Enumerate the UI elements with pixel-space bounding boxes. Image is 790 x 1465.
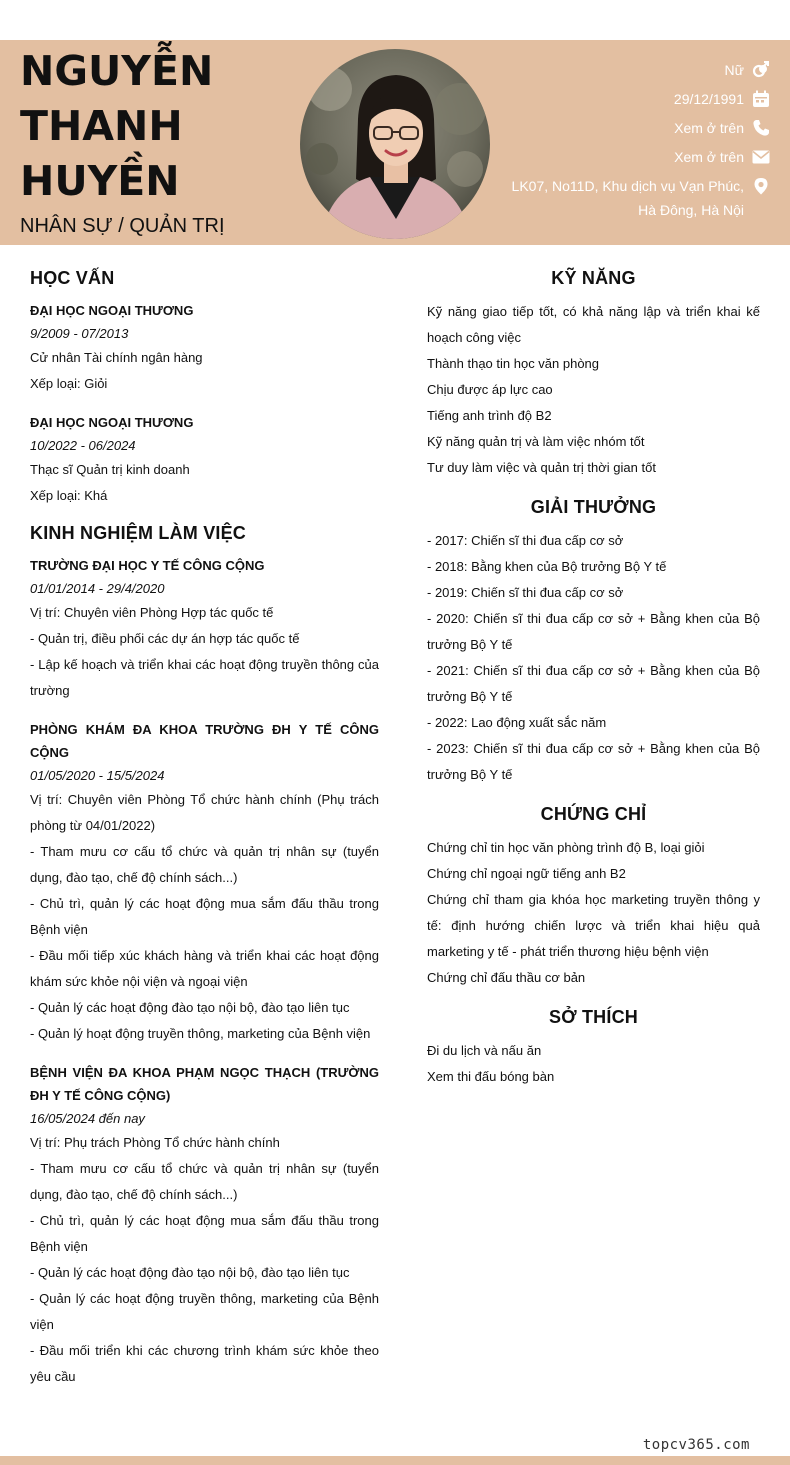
name-line-3: HUYỀN — [20, 157, 180, 205]
phone-icon — [752, 119, 770, 137]
experience-dates: 16/05/2024 đến nay — [30, 1111, 145, 1126]
email-value: Xem ở trên — [674, 149, 744, 165]
education-dates: 10/2022 - 06/2024 — [30, 438, 136, 453]
left-column — [30, 260, 379, 1404]
award-item: - 2018: Bằng khen của Bộ trưởng Bộ Y tế — [427, 559, 667, 574]
certificates-list — [427, 835, 760, 991]
address-line-1: LK07, No11D, Khu dịch vụ Vạn Phúc, — [511, 178, 744, 194]
experience-line: - Quản lý các hoạt động đào tạo nội bộ, đào tạo liên tục — [30, 1265, 350, 1280]
job-title: NHÂN SỰ / QUẢN TRỊ — [20, 215, 225, 237]
skills-title: KỸ NĂNG — [551, 268, 636, 288]
cv-header — [0, 40, 790, 245]
experience-entry — [30, 554, 379, 704]
hobbies-title: SỞ THÍCH — [549, 1007, 638, 1027]
company-name: PHÒNG KHÁM ĐA KHOA TRƯỜNG ĐH Y TẾ CÔNG CỘNG — [30, 722, 379, 760]
experience-title: KINH NGHIỆM LÀM VIỆC — [30, 523, 247, 543]
experience-entry — [30, 1061, 379, 1390]
gender-value: Nữ — [724, 62, 744, 78]
certificate-item: Chứng chỉ tin học văn phòng trình độ B, loại giỏi — [427, 840, 705, 855]
experience-line: - Đầu mối triển khi các chương trình khám sức khỏe theo yêu cầu — [30, 1343, 379, 1384]
awards-list — [427, 528, 760, 788]
education-title: HỌC VẤN — [30, 268, 115, 288]
company-name: TRƯỜNG ĐẠI HỌC Y TẾ CÔNG CỘNG — [30, 558, 265, 573]
experience-line: Vị trí: Chuyên viên Phòng Tổ chức hành chính (Phụ trách phòng từ 04/01/2022) — [30, 792, 379, 833]
experience-entry — [30, 718, 379, 1047]
watermark: topcv365.com — [642, 1437, 750, 1453]
contact-phone — [470, 116, 770, 140]
award-item: - 2017: Chiến sĩ thi đua cấp cơ sở — [427, 533, 624, 548]
experience-line: Vị trí: Chuyên viên Phòng Hợp tác quốc tế — [30, 605, 274, 620]
phone-value: Xem ở trên — [674, 120, 744, 136]
education-dates: 9/2009 - 07/2013 — [30, 326, 129, 341]
grade: Xếp loại: Khá — [30, 488, 108, 503]
experience-line: Vị trí: Phụ trách Phòng Tổ chức hành chính — [30, 1135, 280, 1150]
gender-icon — [752, 61, 770, 79]
experience-line: - Quản lý các hoạt động truyền thông, marketing của Bệnh viện — [30, 1291, 379, 1332]
experience-line: - Chủ trì, quản lý các hoạt động mua sắm đấu thầu trong Bệnh viện — [30, 1213, 379, 1254]
name-line-1: NGUYỄN — [20, 47, 214, 95]
experience-line: - Tham mưu cơ cấu tổ chức và quản trị nhân sự (tuyển dụng, đào tạo, chế độ chính sách...) — [30, 844, 379, 885]
awards-title: GIẢI THƯỞNG — [530, 497, 657, 517]
grade: Xếp loại: Giỏi — [30, 376, 108, 391]
award-item: - 2023: Chiến sĩ thi đua cấp cơ sở + Bằng khen của Bộ trưởng Bộ Y tế — [427, 741, 760, 782]
calendar-icon — [752, 90, 770, 108]
experience-line: - Tham mưu cơ cấu tổ chức và quản trị nhân sự (tuyển dụng, đào tạo, chế độ chính sách...) — [30, 1161, 379, 1202]
degree: Cử nhân Tài chính ngân hàng — [30, 350, 203, 365]
location-pin-icon — [752, 177, 770, 195]
avatar — [300, 49, 490, 239]
company-name: BỆNH VIỆN ĐA KHOA PHẠM NGỌC THẠCH (TRƯỜNG ĐH Y TẾ CÔNG CỘNG) — [30, 1065, 379, 1103]
address-line-2: Hà Đông, Hà Nội — [638, 202, 744, 218]
skill-item: Tiếng anh trình độ B2 — [427, 408, 552, 423]
skill-item: Tư duy làm việc và quản trị thời gian tốt — [427, 460, 656, 475]
certificates-title: CHỨNG CHỈ — [540, 804, 647, 824]
skill-item: Thành thạo tin học văn phòng — [427, 356, 600, 371]
hobby-item: Xem thi đấu bóng bàn — [427, 1069, 555, 1084]
certificate-item: Chứng chỉ ngoại ngữ tiếng anh B2 — [427, 866, 626, 881]
experience-line: - Đầu mối tiếp xúc khách hàng và triển khai các hoạt động khám sức khỏe nội viện và ngoại viện — [30, 948, 379, 989]
experience-line: - Quản trị, điều phối các dự án hợp tác quốc tế — [30, 631, 300, 646]
contact-address — [470, 174, 770, 222]
skills-list — [427, 299, 760, 481]
name-line-2: THANH — [20, 102, 183, 150]
contact-gender — [470, 58, 770, 82]
degree: Thạc sĩ Quản trị kinh doanh — [30, 462, 190, 477]
experience-line: - Chủ trì, quản lý các hoạt động mua sắm đấu thầu trong Bệnh viện — [30, 896, 379, 937]
contact-birthday — [470, 87, 770, 111]
certificate-item: Chứng chỉ đấu thầu cơ bản — [427, 970, 586, 985]
education-entry — [30, 299, 379, 397]
footer-bar — [0, 1456, 790, 1465]
experience-dates: 01/01/2014 - 29/4/2020 — [30, 581, 165, 596]
award-item: - 2020: Chiến sĩ thi đua cấp cơ sở + Bằng khen của Bộ trưởng Bộ Y tế — [427, 611, 760, 652]
address-value — [512, 174, 744, 222]
education-entry — [30, 411, 379, 509]
skill-item: Chịu được áp lực cao — [427, 382, 553, 397]
school-name: ĐẠI HỌC NGOẠI THƯƠNG — [30, 415, 194, 430]
award-item: - 2021: Chiến sĩ thi đua cấp cơ sở + Bằng khen của Bộ trưởng Bộ Y tế — [427, 663, 760, 704]
contact-email — [470, 145, 770, 169]
envelope-icon — [752, 148, 770, 166]
award-item: - 2019: Chiến sĩ thi đua cấp cơ sở — [427, 585, 624, 600]
experience-dates: 01/05/2020 - 15/5/2024 — [30, 768, 165, 783]
award-item: - 2022: Lao động xuất sắc năm — [427, 715, 607, 730]
experience-line: - Quản lý các hoạt động đào tạo nội bộ, đào tạo liên tục — [30, 1000, 350, 1015]
right-column — [427, 260, 760, 1106]
skill-item: Kỹ năng quản trị và làm việc nhóm tốt — [427, 434, 645, 449]
skill-item: Kỹ năng giao tiếp tốt, có khả năng lập và triển khai kế hoạch công việc — [427, 304, 760, 345]
experience-line: - Quản lý hoạt động truyền thông, marketing của Bệnh viện — [30, 1026, 371, 1041]
birthday-value: 29/12/1991 — [673, 91, 744, 107]
hobbies-list — [427, 1038, 760, 1090]
hobby-item: Đi du lịch và nấu ăn — [427, 1043, 542, 1058]
certificate-item: Chứng chỉ tham gia khóa học marketing truyền thông y tế: định hướng chiến lược và triển khai hiệu quả marketing y tế - phát triển thương hiệu bệnh viện — [427, 892, 760, 959]
full-name — [20, 44, 213, 209]
school-name: ĐẠI HỌC NGOẠI THƯƠNG — [30, 303, 194, 318]
experience-line: - Lập kế hoạch và triển khai các hoạt động truyền thông của trường — [30, 657, 379, 698]
